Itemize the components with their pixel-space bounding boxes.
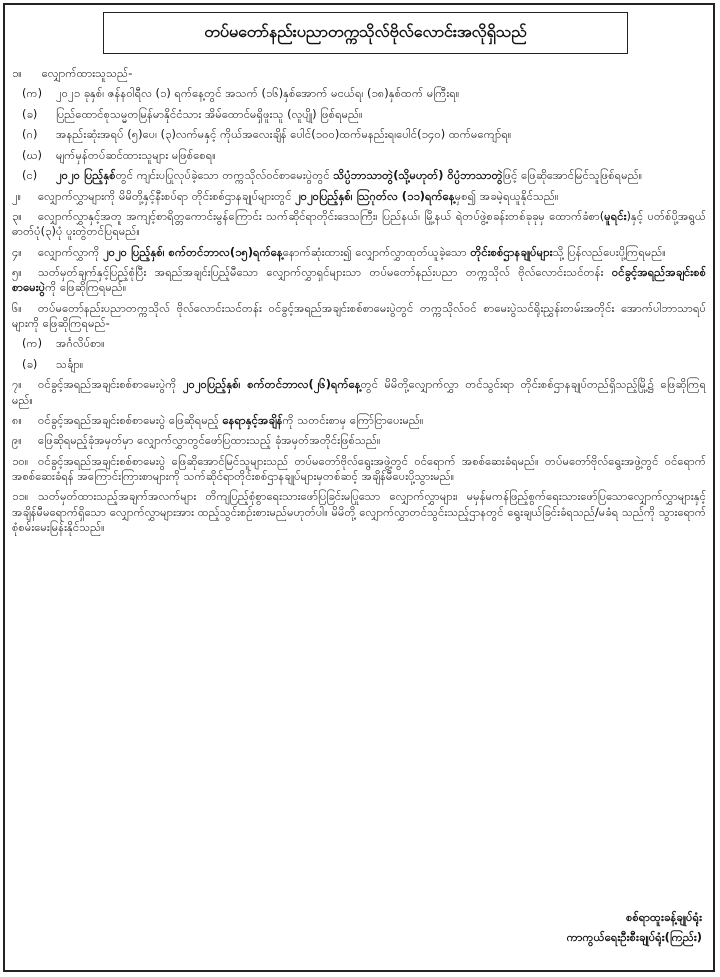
item-1-ka: (က) ၂၀၂၁ ခုနှစ်၊ ဇန်နဝါရီလ (၁) ရက်နေ့တွင် အသက် (၁၆)နှစ်အောက် မငယ်ရ၊ (၁၈)နှစ်ထက် မကြီးရ။ [22,86,460,101]
section-6: ၆။ တပ်မတော်နည်းပညာတက္ကသိုလ် ဗိုလ်လောင်းသင်တန်း ဝင်ခွင့်အရည်အချင်းစစ်စာမေးပွဲတွင် တက္ကသိုလ်ဝင် စာမေးပွဲသင်ရိုးညွှန်းတမ်းအတိုင်း အောက်ပါဘာသာရပ်များကို ဖြေဆိုကြရမည်- [12,300,706,330]
section-11: ၁၁။ သတ်မှတ်ထားသည့်အချက်အလက်များ တိကျပြည့်စုံစွာရေးသားဖော်ပြခြင်းမပြုသော လျှောက်လွှာများ၊ မမှန်မကန်ဖြည့်စွက်ရေးသားဖော်ပြသောလျှောက်လွှာများနှင့် အချိန်မီမရောက်ရှိသော လျှောက်လွှာများအား ထည့်သွင်းစဉ်းစားမည်မဟုတ်ပါ။ မိမိတို့ လျှောက်လွှာတင်သွင်းသည့်ဌာနတွင် ရွေးချယ်ခြင်းခံရသည်/မခံရ သည်ကို သွားရောက်စုံစမ်းမေးမြန်းနိုင်သည်။ [12,489,706,534]
item-1-kha: (ခ) ပြည်ထောင်စုသမ္မတမြန်မာနိုင်ငံသား အိမ်ထောင်မရှိဖူးသူ (လူပျို) ဖြစ်ရမည်။ [22,106,363,121]
section-9: ၉။ ဖြေဆိုရမည့်ခုံအမှတ်မှာ လျှောက်လွှာတွင်ဖော်ပြထားသည့် ခုံအမှတ်အတိုင်းဖြစ်သည်။ [12,433,381,448]
item-6-kha: (ခ) သင်္ချာ။ [22,356,84,371]
notice-title: တပ်မတော်နည်းပညာတက္ကသိုလ်ဗိုလ်လောင်းအလိုရှိသည် [204,22,527,41]
section-7: ၇။ ဝင်ခွင့်အရည်အချင်းစစ်စာမေးပွဲကို ၂၀၂၀ပြည့်နှစ်၊ စက်တင်ဘာလ(၂၆)ရက်နေ့တွင် မိမိတို့လျှောက်လွှာ တင်သွင်းရာ တိုင်းစစ်ဌာနချုပ်တည်ရှိသည့်မြို့၌ ဖြေဆိုကြရမည်။ [12,377,706,407]
section-2: ၂။ လျှောက်လွှာများကို မိမိတို့နှင့်နီးစပ်ရာ တိုင်းစစ်ဌာနချုပ်များတွင် ၂၀၂၀ပြည့်နှစ်၊ ဩဂုတ်လ (၁၁)ရက်နေ့မှစ၍ အခမဲ့ရယူနိုင်သည်။ [12,188,559,203]
item-1-gha: (ဃ) မျက်မှန်တပ်ဆင်ထားသူများ မဖြစ်စေရ။ [22,147,216,162]
item-6-ka: (က) အင်္ဂလိပ်စာ။ [22,336,105,351]
signature-block [567,908,702,948]
title-box [103,12,628,54]
signature-department: ကာကွယ်ရေးဦးစီးချုပ်ရုံး(ကြည်း) [566,929,702,944]
section-8: ၈။ ဝင်ခွင့်အရည်အချင်းစစ်စာမေးပွဲ ဖြေဆိုရမည့် နေရာနှင့်အချိန်ကို သတင်းစာမှ ကြော်ငြာပေးမည်။ [12,412,424,427]
notice-body [12,66,706,540]
section-3: ၃။ လျှောက်လွှာနှင့်အတူ အကျင့်စာရိတ္တကောင်းမွန်ကြောင်း သက်ဆိုင်ရာတိုင်းဒေသကြီး၊ ပြည်နယ်၊ မြို့နယ် ရဲတပ်ဖွဲ့စခန်းတစ်ခုခုမှ ထောက်ခံစာ(မူရင်း)နှင့် ပတ်စ်ပို့အရွယ်ဓာတ်ပုံ(၃)ပုံ ပူးတွဲတင်ပြရမည်။ [12,209,706,239]
section-5: ၅။ သတ်မှတ်ချက်နှင့်ပြည့်စုံပြီး အရည်အချင်းပြည့်မီသော လျှောက်လွှာရှင်များသာ တပ်မတော်နည်းပညာ တက္ကသိုလ် ဗိုလ်လောင်းသင်တန်း ဝင်ခွင့်အရည်အချင်းစစ်စာမေးပွဲကို ဖြေဆိုကြရမည်။ [12,265,707,295]
item-1-ga: (ဂ) အနည်းဆုံးအရပ် (၅)ပေ၊ (၃)လက်မနှင့် ကိုယ်အလေးချိန် ပေါင်(၁၀၀)ထက်မနည်းရ၊ပေါင်(၁၄၀) ထက်မကျော်ရ။ [22,127,512,142]
signature-office: စစ်ရာထူးခန့်ချုပ်ရုံး [625,910,702,924]
section-number: ၁။ [12,66,22,80]
section-10: ၁၀။ ဝင်ခွင့်အရည်အချင်းစစ်စာမေးပွဲ ဖြေဆိုအောင်မြင်သူများသည် တပ်မတော်ဗိုလ်ရွေးအဖွဲ့တွင် ဝင်ရောက် အစစ်ဆေးခံရမည်။ တပ်မတော်ဗိုလ်ရွေးအဖွဲ့တွင် ဝင်ရောက်အစစ်ဆေးခံရန် အကြောင်းကြားစာများကို သက်ဆိုင်ရာတိုင်းစစ်ဌာနချုပ်များမှတစ်ဆင့် အချိန်မီပေးပို့သွားမည်။ [12,453,706,484]
item-1-nga: (င) ၂၀၂၀ ပြည့်နှစ်တွင် ကျင်းပပြုလုပ်ခဲ့သော တက္ကသိုလ်ဝင်စာမေးပွဲတွင် သိပ္ပံဘာသာတွဲ(သို့မဟုတ်) ဝိပ္ပံဘာသာတွဲဖြင့် ဖြေဆိုအောင်မြင်သူဖြစ်ရမည်။ [22,168,643,183]
section-1: ၁။ လျှောက်ထားသူသည်- [12,66,133,80]
section-4: ၄။ လျှောက်လွှာကို ၂၀၂၀ ပြည့်နှစ်၊ စက်တင်ဘာလ(၁၅)ရက်နေ့နောက်ဆုံးထား၍ လျှောက်လွှာထုတ်ယူခဲ့သော တိုင်းစစ်ဌာနချုပ်များသို့ ပြန်လည်ပေးပို့ကြရမည်။ [12,244,666,259]
